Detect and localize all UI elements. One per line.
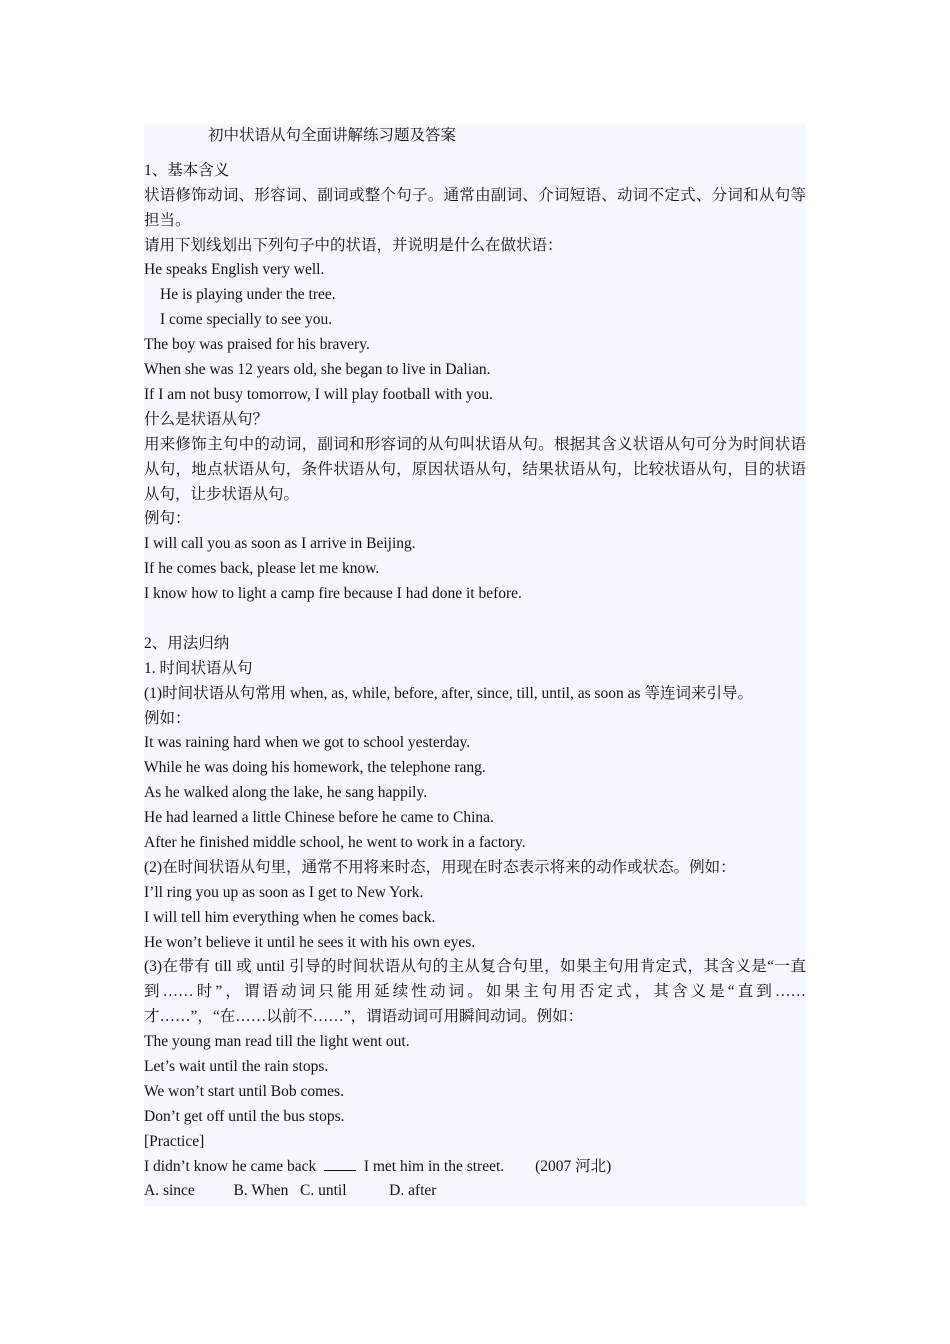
example-label: 例句： [144,510,191,528]
option-d: D. after [389,1182,437,1200]
example-sentence: After he finished middle school, he went to work in a factory. [144,833,526,851]
option-b: B. When [233,1182,289,1200]
option-a: A. since [144,1182,195,1200]
example-sentence: If I am not busy tomorrow, I will play football with you. [144,385,493,403]
rule-3: (3)在带有 till 或 until 引导的时间状语从句的主从复合句里，如果主句用肯定式，其含义是“一直到……时”，谓语动词只能用延续性动词。如果主句用否定式，其含义是“直到……才……”，“在……以前不……”，谓语动词可用瞬间动词。例如： [144,958,806,1026]
example-sentence: The young man read till the light went out. [144,1033,410,1051]
rule-2: (2)在时间状语从句里，通常不用将来时态，用现在时态表示将来的动作或状态。例如： [144,858,736,876]
example-sentence: We won’t start until Bob comes. [144,1082,344,1100]
answer-options [144,1179,806,1204]
example-sentence: The boy was praised for his bravery. [144,336,370,354]
rule-1: (1)时间状语从句常用 when, as, while, before, after, since, till, until, as soon as 等连词来引导。 [144,684,753,702]
subsection-heading: 1. 时间状语从句 [144,659,253,677]
example-sentence: Don’t get off until the bus stops. [144,1107,345,1125]
answer-blank [324,1156,356,1171]
example-label: 例如： [144,709,191,727]
example-sentence: As he walked along the lake, he sang happily. [144,784,428,802]
practice-label: [Practice] [144,1132,205,1150]
section-heading-1: 1、基本含义 [144,161,230,179]
example-sentence: I come specially to see you. [160,311,333,329]
section-1-task: 请用下划线划出下列句子中的状语，并说明是什么在做状语： [144,236,563,254]
option-c: C. until [300,1182,347,1200]
example-sentence: I will call you as soon as I arrive in Beijing. [144,535,416,553]
practice-source: (2007 河北) [535,1157,612,1175]
section-heading-2: 2、用法归纳 [144,634,230,652]
question-heading: 什么是状语从句？ [144,410,269,428]
example-sentence: If he comes back, please let me know. [144,560,380,578]
spacer [144,607,806,632]
document-title: 初中状语从句全面讲解练习题及答案 [208,127,457,144]
example-sentence: He won’t believe it until he sees it with his own eyes. [144,933,476,951]
example-sentence: When she was 12 years old, she began to live in Dalian. [144,361,491,379]
spacer [144,149,806,159]
document-body [144,124,806,1204]
example-sentence: Let’s wait until the rain stops. [144,1058,329,1075]
example-sentence: I will tell him everything when he comes back. [144,908,436,926]
definition-paragraph: 用来修饰主句中的动词，副词和形容词的从句叫状语从句。根据其含义状语从句可分为时间状语从句，地点状语从句，条件状语从句，原因状语从句，结果状语从句，比较状语从句，目的状语从句，让步状语从句。 [144,435,806,503]
practice-question-part-b: I met him in the street. [363,1157,505,1175]
practice-question [144,1155,806,1180]
practice-question-part-a: I didn’t know he came back [144,1157,317,1175]
example-sentence: He is playing under the tree. [160,286,336,304]
section-1-description: 状语修饰动词、形容词、副词或整个句子。通常由副词、介词短语、动词不定式、分词和从句等担当。 [144,186,806,229]
example-sentence: I’ll ring you up as soon as I get to New York. [144,883,424,901]
example-sentence: While he was doing his homework, the telephone rang. [144,759,486,777]
example-sentence: He speaks English very well. [144,261,325,279]
example-sentence: I know how to light a camp fire because I had done it before. [144,585,522,603]
example-sentence: He had learned a little Chinese before he came to China. [144,809,494,827]
example-sentence: It was raining hard when we got to school yesterday. [144,734,471,752]
